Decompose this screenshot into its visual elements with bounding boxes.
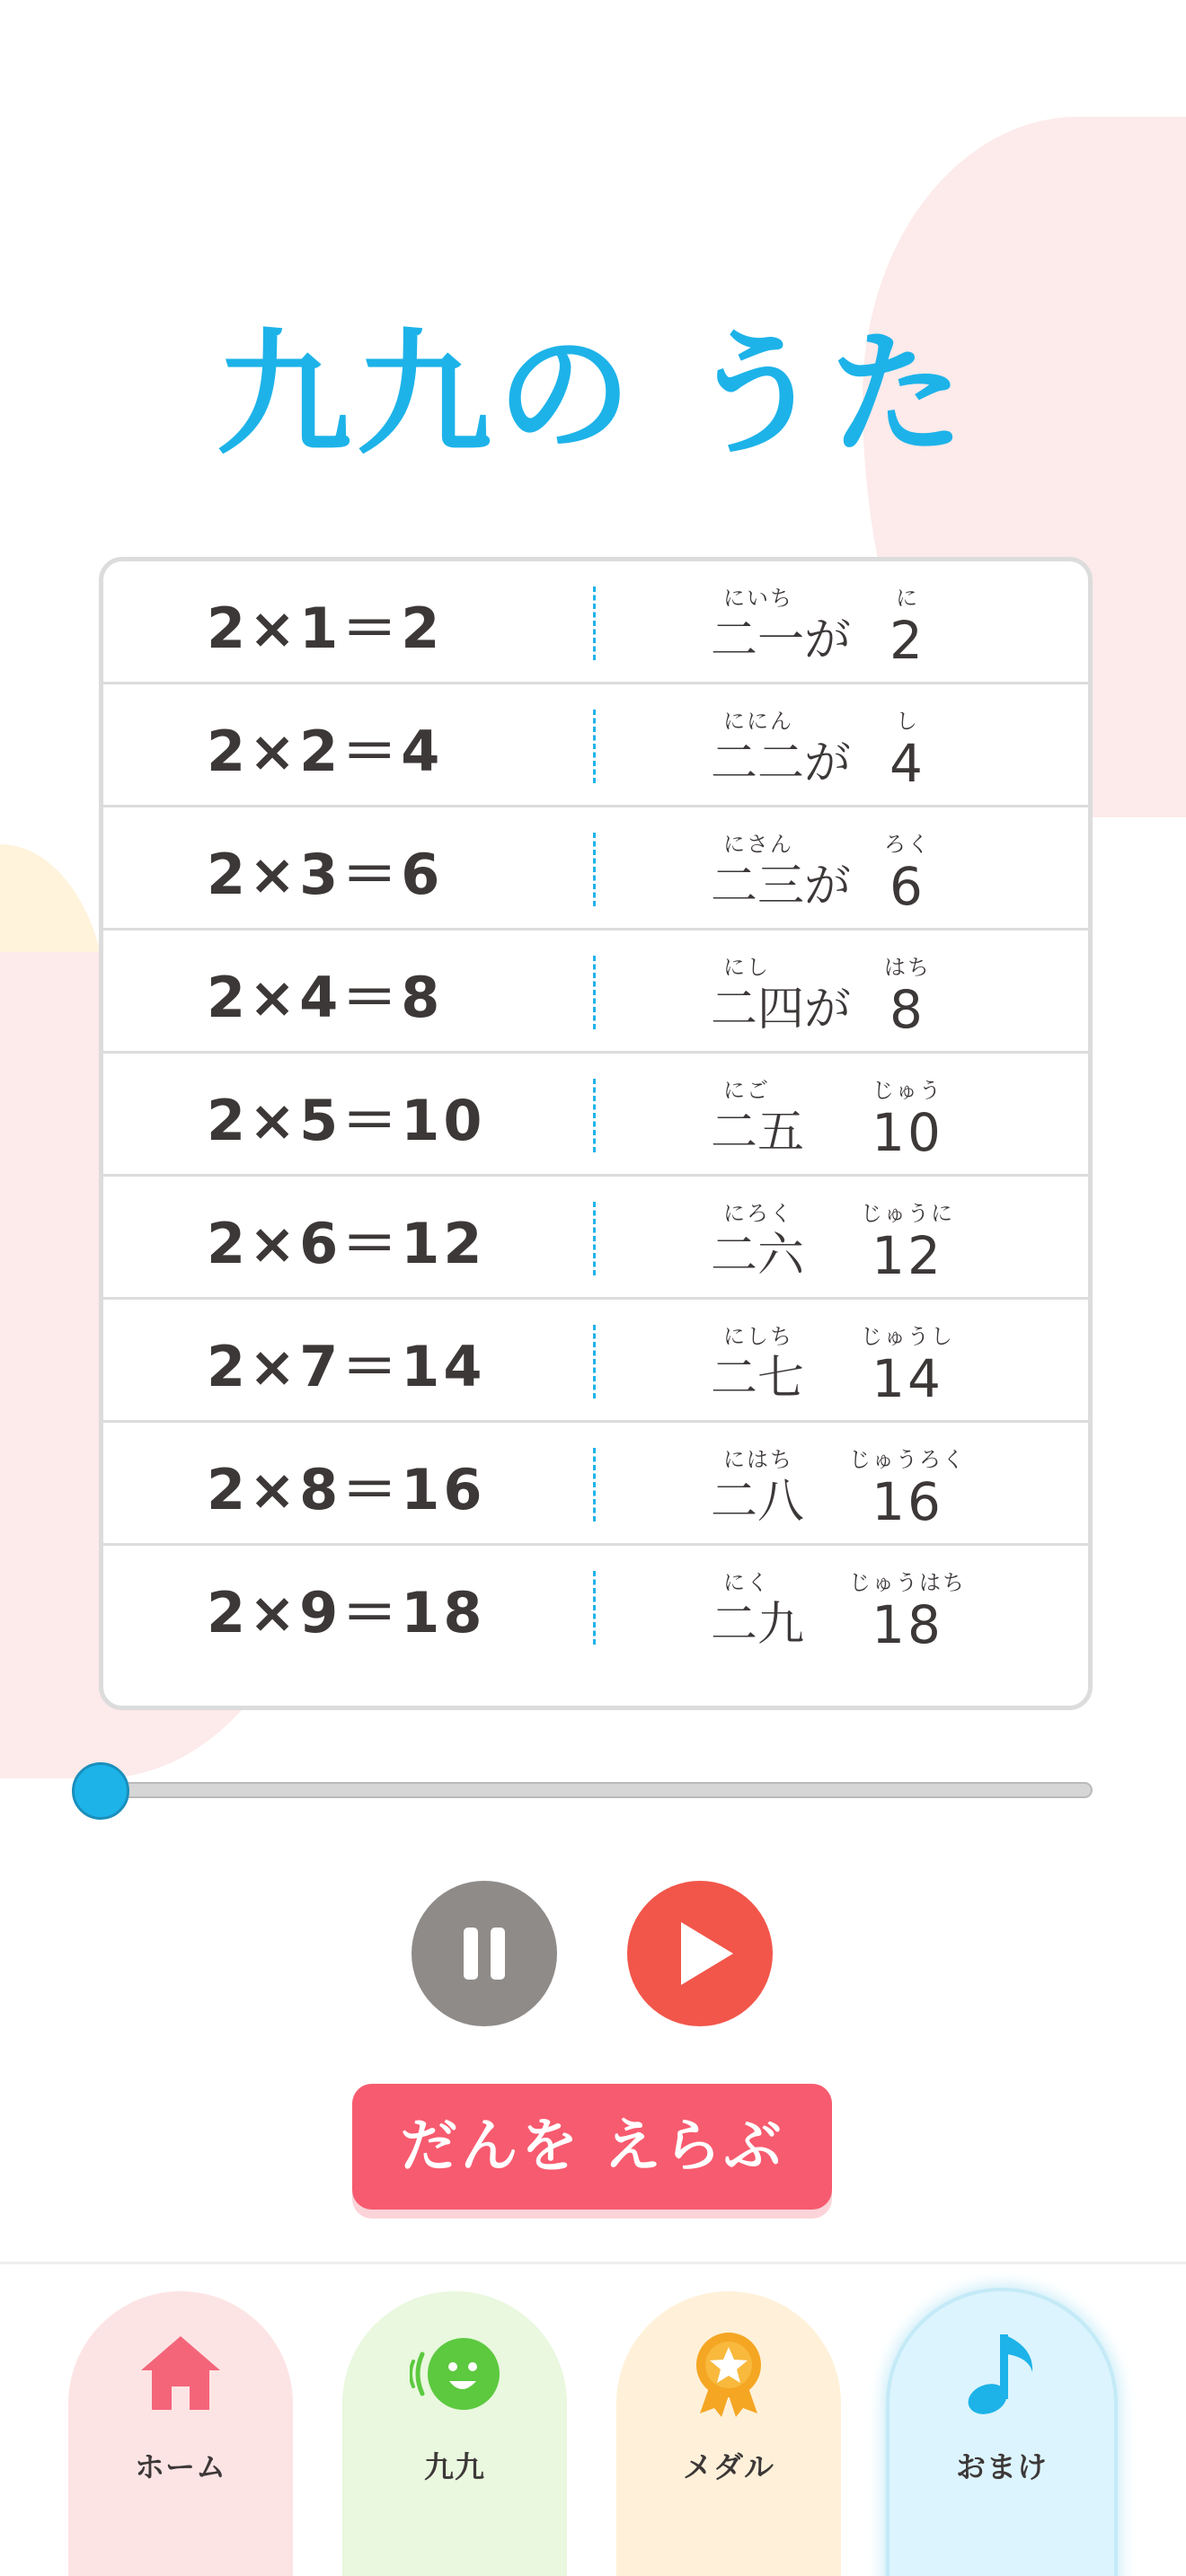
reading-ruby: にいち — [723, 586, 793, 611]
reading-kanji: 二二が — [711, 737, 852, 790]
equation: 2×4＝8 — [207, 965, 444, 1030]
home-icon — [136, 2327, 226, 2417]
answer-number: 4 — [890, 733, 925, 794]
nav-label: おまけ — [956, 2449, 1048, 2484]
row-divider — [593, 1571, 596, 1645]
answer — [818, 954, 997, 1038]
answer — [818, 1446, 997, 1531]
reading-ruby: にご — [723, 1078, 770, 1103]
reading-kanji: 二五 — [711, 1106, 805, 1160]
reading-ruby: にしち — [723, 1324, 793, 1349]
select-dan-button[interactable]: だんを えらぶ — [352, 2084, 832, 2210]
answer-ruby: に — [896, 586, 919, 611]
equation: 2×8＝16 — [207, 1457, 486, 1522]
equation: 2×3＝6 — [207, 842, 444, 907]
answer-number: 2 — [890, 610, 925, 671]
progress-slider[interactable] — [86, 1778, 1093, 1805]
answer — [818, 1569, 997, 1654]
answer-ruby: はち — [884, 955, 931, 980]
answer-number: 12 — [872, 1225, 943, 1286]
page-title: 九九の うた — [216, 317, 970, 473]
equation: 2×2＝4 — [207, 719, 444, 784]
table-row — [103, 1546, 1088, 1669]
answer-ruby: じゅうに — [861, 1201, 954, 1226]
answer — [818, 585, 997, 669]
kuku-table — [99, 557, 1093, 1710]
answer-number: 16 — [872, 1471, 943, 1532]
reading-ruby: にさん — [723, 832, 793, 857]
equation: 2×5＝10 — [207, 1088, 486, 1153]
nav-label: メダル — [683, 2449, 774, 2484]
answer-ruby: ろく — [884, 832, 931, 857]
play-button[interactable] — [627, 1881, 773, 2026]
slider-thumb[interactable] — [72, 1762, 129, 1820]
nav-item-omake[interactable] — [890, 2291, 1114, 2576]
bottom-nav — [0, 2262, 1186, 2576]
reading-ruby: にろく — [723, 1201, 793, 1226]
row-divider — [593, 833, 596, 906]
answer-ruby: し — [896, 709, 919, 734]
nav-item-kuku[interactable] — [342, 2291, 567, 2576]
table-row — [103, 1177, 1088, 1300]
answer — [818, 1323, 997, 1407]
music-note-icon — [957, 2327, 1047, 2417]
answer-ruby: じゅうろく — [849, 1447, 966, 1472]
row-divider — [593, 1325, 596, 1398]
equation: 2×6＝12 — [207, 1211, 486, 1276]
play-icon — [681, 1922, 733, 1985]
slider-track[interactable] — [86, 1782, 1093, 1798]
reading-ruby: ににん — [723, 709, 793, 734]
row-divider — [593, 1202, 596, 1275]
reading-kanji: 二六 — [711, 1229, 805, 1283]
equation: 2×1＝2 — [207, 595, 444, 661]
row-divider — [593, 1079, 596, 1152]
medal-icon — [684, 2327, 774, 2417]
table-row — [103, 807, 1088, 931]
answer — [818, 1077, 997, 1161]
answer-ruby: じゅうし — [861, 1324, 954, 1349]
answer-ruby: じゅう — [872, 1078, 943, 1103]
singing-face-icon — [410, 2327, 500, 2417]
table-row — [103, 931, 1088, 1054]
table-row — [103, 1423, 1088, 1546]
nav-item-medal[interactable] — [616, 2291, 841, 2576]
nav-label: ホーム — [135, 2449, 226, 2484]
reading-kanji: 二一が — [711, 613, 852, 667]
reading-kanji: 二七 — [711, 1352, 805, 1406]
reading-kanji: 二三が — [711, 860, 852, 913]
reading-kanji: 二四が — [711, 983, 852, 1037]
table-row — [103, 1300, 1088, 1423]
row-divider — [593, 956, 596, 1029]
answer — [818, 831, 997, 915]
row-divider — [593, 587, 596, 660]
reading-ruby: にはち — [723, 1447, 793, 1472]
answer-number: 6 — [890, 856, 925, 917]
answer-ruby: じゅうはち — [849, 1570, 966, 1595]
equation: 2×7＝14 — [207, 1334, 486, 1399]
reading-kanji: 二九 — [711, 1598, 805, 1652]
nav-label: 九九 — [424, 2449, 485, 2484]
answer-number: 10 — [872, 1102, 943, 1163]
table-row — [103, 561, 1088, 684]
equation: 2×9＝18 — [207, 1580, 486, 1645]
answer-number: 8 — [890, 979, 925, 1040]
answer — [818, 708, 997, 792]
reading-kanji: 二八 — [711, 1475, 805, 1529]
row-divider — [593, 710, 596, 783]
answer — [818, 1200, 997, 1284]
reading-ruby: にく — [723, 1570, 770, 1595]
row-divider — [593, 1448, 596, 1522]
answer-number: 14 — [872, 1348, 943, 1409]
table-row — [103, 684, 1088, 807]
pause-button[interactable] — [412, 1881, 557, 2026]
answer-number: 18 — [872, 1594, 943, 1655]
table-row — [103, 1054, 1088, 1177]
nav-item-home[interactable] — [68, 2291, 293, 2576]
reading-ruby: にし — [723, 955, 770, 980]
